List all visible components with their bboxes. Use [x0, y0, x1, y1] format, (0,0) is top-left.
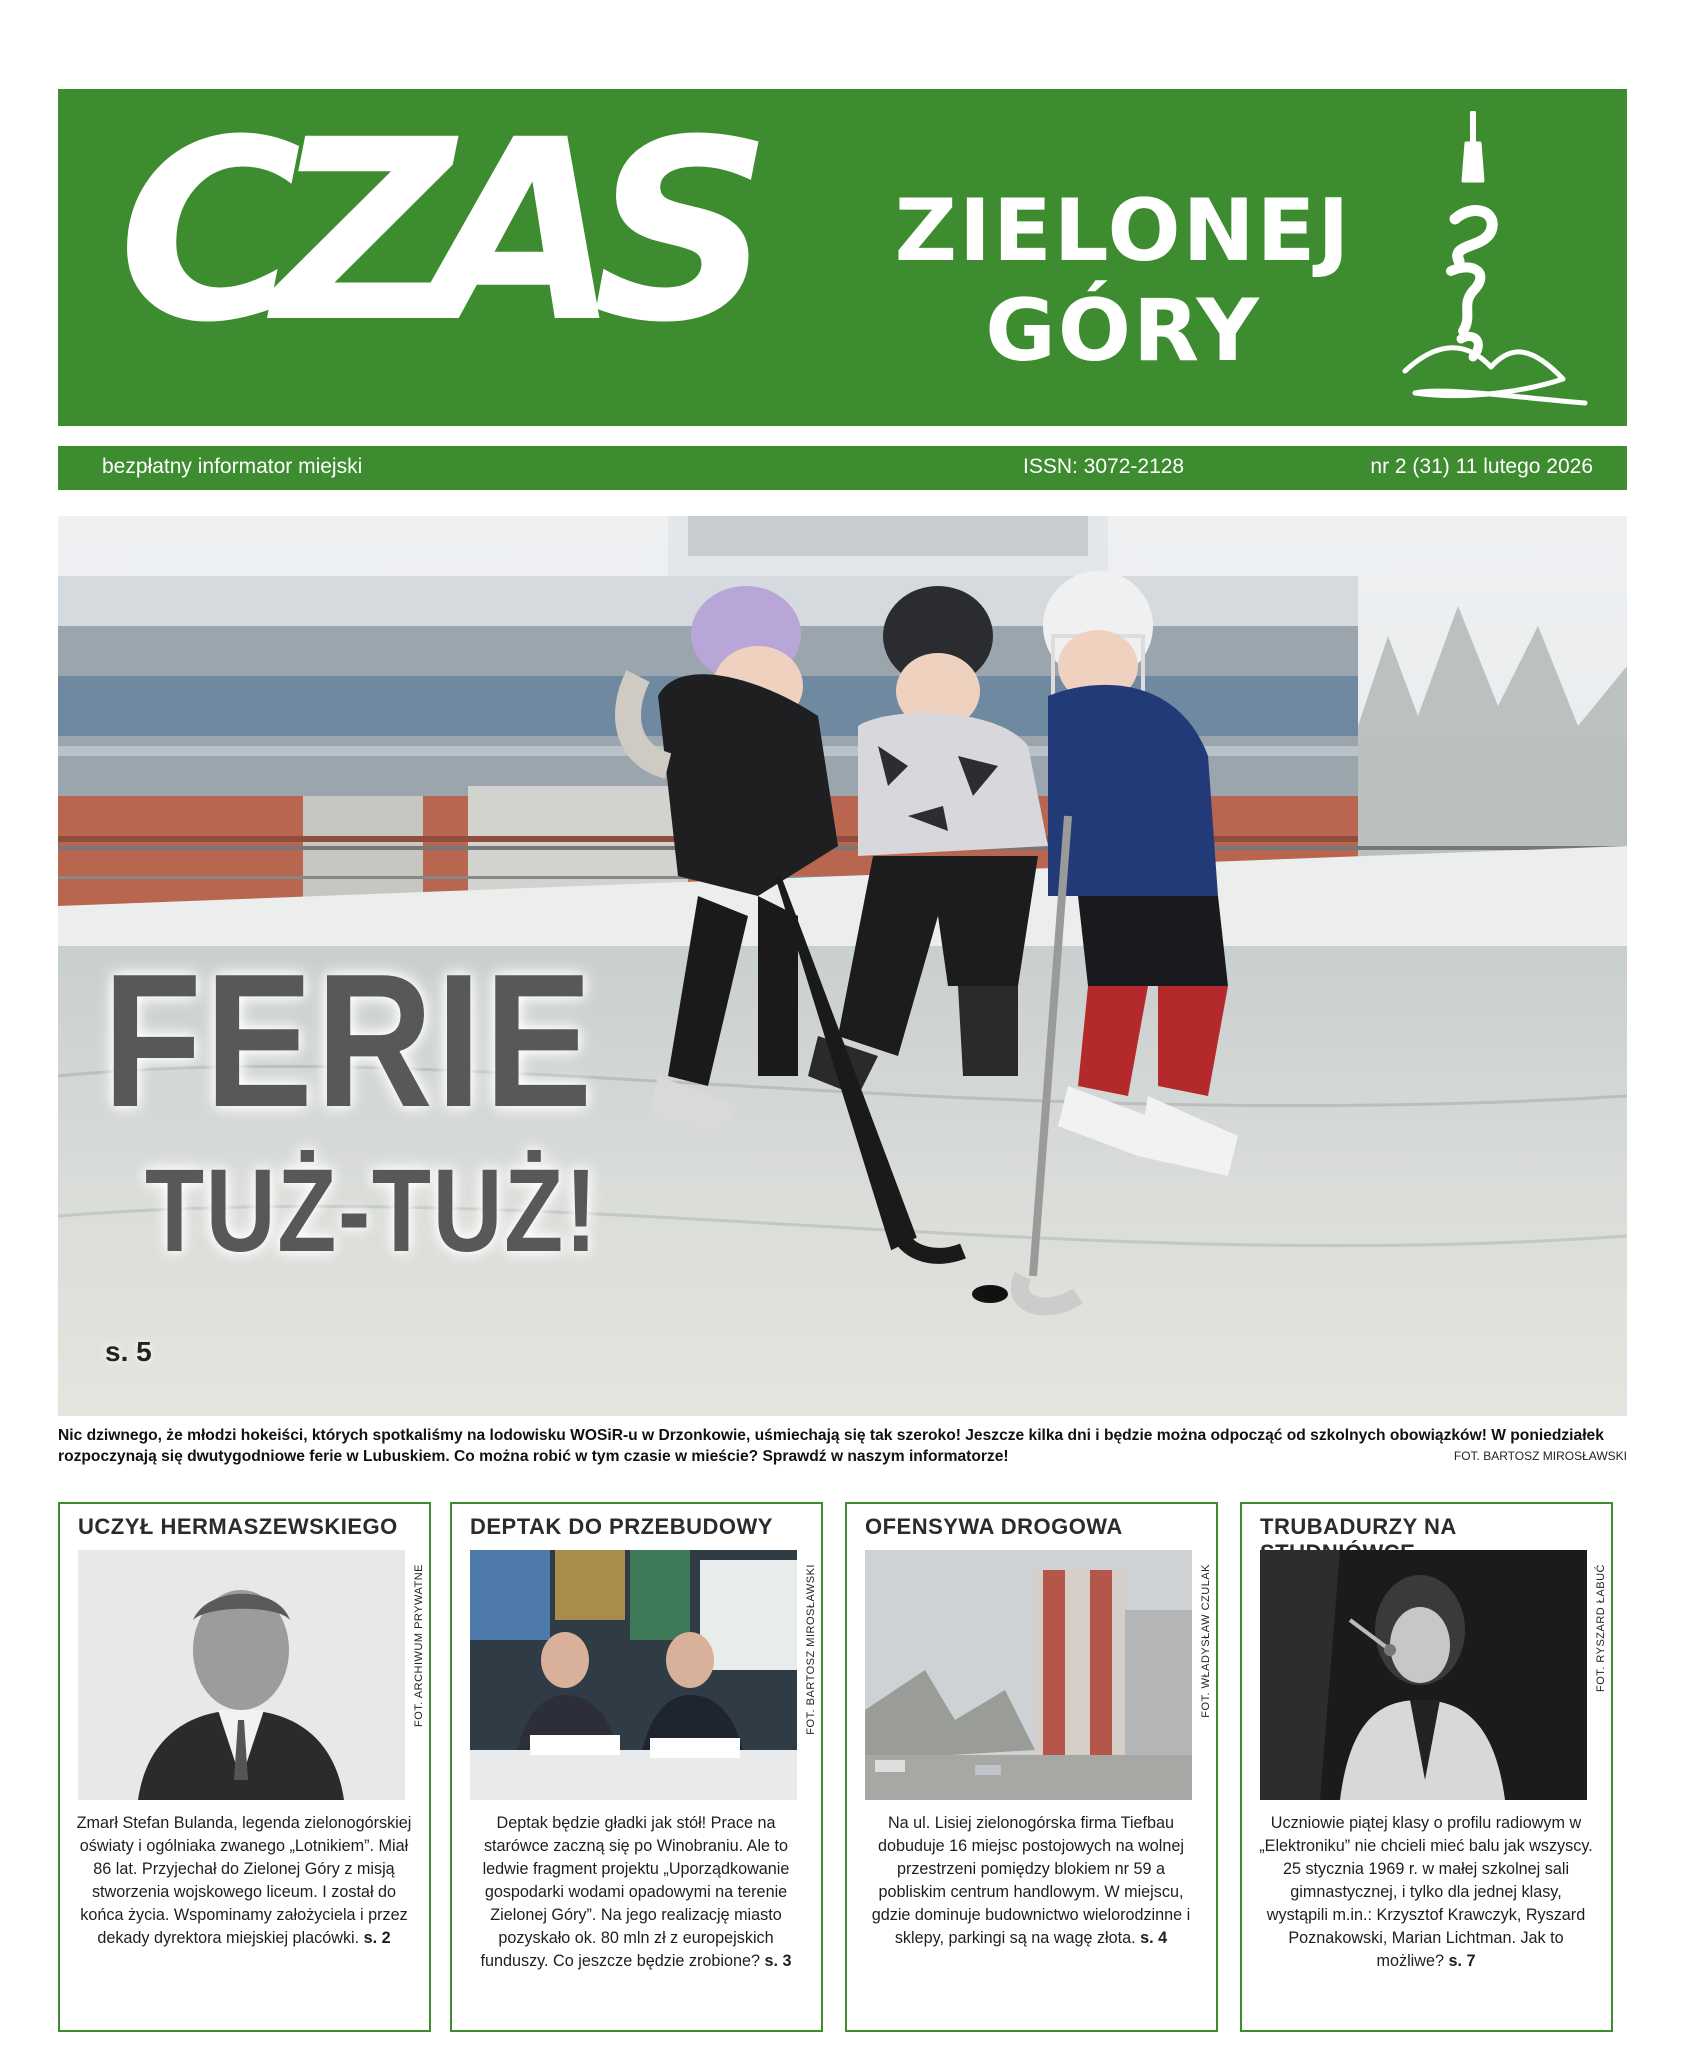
teaser-body: Na ul. Lisiej zielonogórska firma Tiefbau dobuduje 16 miejsc postojowych na wolnej przestrzeni pomiędzy blokiem nr 59 a pobliskim centrum handlowym. W miejscu, gdzie dominuje budownictwo wielorodzinne i sklepy, parkingi są na wagę złota. — [871, 1814, 1191, 1947]
teaser-photo-credit: FOT. ARCHIWUM PRYWATNE — [413, 1564, 425, 1727]
masthead-underline — [58, 426, 1627, 431]
teaser-text — [76, 1812, 412, 1950]
hero-caption — [58, 1425, 1627, 1467]
teaser-page-ref[interactable]: s. 2 — [363, 1929, 391, 1947]
teaser-card[interactable] — [845, 1502, 1218, 2032]
logo-city-name — [863, 181, 1383, 381]
hero-headline-line1: FERIE — [103, 935, 596, 1147]
hero-headline-line2: TUŻ-TUŻ! — [145, 1145, 599, 1277]
teaser-text — [1258, 1812, 1594, 1973]
teaser-page-ref[interactable]: s. 3 — [764, 1952, 792, 1970]
teaser-photo — [1260, 1550, 1587, 1800]
teaser-title: OFENSYWA DROGOWA — [865, 1514, 1123, 1539]
masthead — [58, 86, 1627, 431]
teaser-body: Deptak będzie gładki jak stół! Prace na starówce zaczną się po Winobraniu. Ale to ledwie fragment projektu „Uporządkowanie gospodarki wodami opadowymi na terenie Zielonej Góry”. Na jego realizację miasto pozyskało ok. 80 mln zł z europejskich funduszy. Co jeszcze będzie zrobione? — [480, 1814, 790, 1970]
teaser-page-ref[interactable]: s. 4 — [1140, 1929, 1168, 1947]
issue-number-date: nr 2 (31) 11 lutego 2026 — [1370, 455, 1593, 478]
teaser-photo — [78, 1550, 405, 1800]
teaser-photo — [470, 1550, 797, 1800]
hero-headline — [103, 935, 698, 1277]
teaser-title: UCZYŁ HERMASZEWSKIEGO — [78, 1514, 398, 1539]
logo-city-line2: GÓRY — [985, 281, 1261, 381]
teaser-photo-credit: FOT. BARTOSZ MIROSŁAWSKI — [805, 1564, 817, 1735]
teaser-page-ref[interactable]: s. 7 — [1448, 1952, 1476, 1970]
teaser-card[interactable] — [58, 1502, 431, 2032]
teaser-photo-credit: FOT. WŁADYSŁAW CZULAK — [1200, 1564, 1212, 1718]
teaser-title: TRUBADURZY NA — [1260, 1514, 1456, 1539]
teaser-text — [863, 1812, 1199, 1950]
palmiarnia-tower-logo-icon — [1323, 111, 1623, 411]
teaser-text — [468, 1812, 804, 1973]
teaser-card[interactable] — [1240, 1502, 1613, 2032]
teaser-title: DEPTAK DO PRZEBUDOWY — [470, 1514, 773, 1539]
logo-city-line1: ZIELONEJ — [894, 181, 1352, 281]
portrait-photo — [78, 1550, 405, 1800]
hero-photo-credit: FOT. BARTOSZ MIROSŁAWSKI — [1453, 1449, 1627, 1463]
hero-photo[interactable] — [58, 516, 1627, 1416]
singer-with-microphone-photo — [1260, 1550, 1587, 1800]
issn: ISSN: 3072-2128 — [1023, 455, 1185, 478]
teaser-photo — [865, 1550, 1192, 1800]
signing-ceremony-photo — [470, 1550, 797, 1800]
teaser-card[interactable] — [450, 1502, 823, 2032]
teaser-body: Zmarł Stefan Bulanda, legenda zielonogórskiej oświaty i ogólniaka zwanego „Lotnikiem”. Miał 86 lat. Przyjechał do Zielonej Góry z misją stworzenia wojskowego liceum. I został do końca życia. Wspominamy założyciela i przez dekady dyrektora miejskiej placówki. — [76, 1814, 412, 1947]
masthead-info-bar — [58, 446, 1627, 490]
teaser-photo-credit: FOT. RYSZARD ŁABUĆ — [1595, 1564, 1607, 1692]
apartment-block-photo — [865, 1550, 1192, 1800]
hero-caption-text: Nic dziwnego, że młodzi hokeiści, których spotkaliśmy na lodowisku WOSiR-u w Drzonkowie, uśmiechają się tak szeroko! Jeszcze kilka dni i będzie można odpocząć od szkolnych obowiązków! W poniedziałek rozpoczynają się dwutygodniowe ferie w Lubuskiem. Co można robić w tym czasie w mieście? Sprawdź w naszym informatorze! — [58, 1427, 1604, 1465]
tagline: bezpłatny informator miejski — [102, 455, 363, 478]
hero-page-ref[interactable]: s. 5 — [105, 1336, 152, 1367]
teaser-body: Uczniowie piątej klasy o profilu radiowym w „Elektroniku” nie chcieli mieć balu jak wszyscy. 25 stycznia 1969 r. w małej szkolnej sali gimnastycznej, i tylko dla jednej klasy, wystąpili m.in.: Krzysztof Krawczyk, Ryszard Poznakowski, Marian Lichtman. Jak to możliwe? — [1259, 1814, 1593, 1970]
logo-czas: CZAS — [118, 86, 745, 377]
